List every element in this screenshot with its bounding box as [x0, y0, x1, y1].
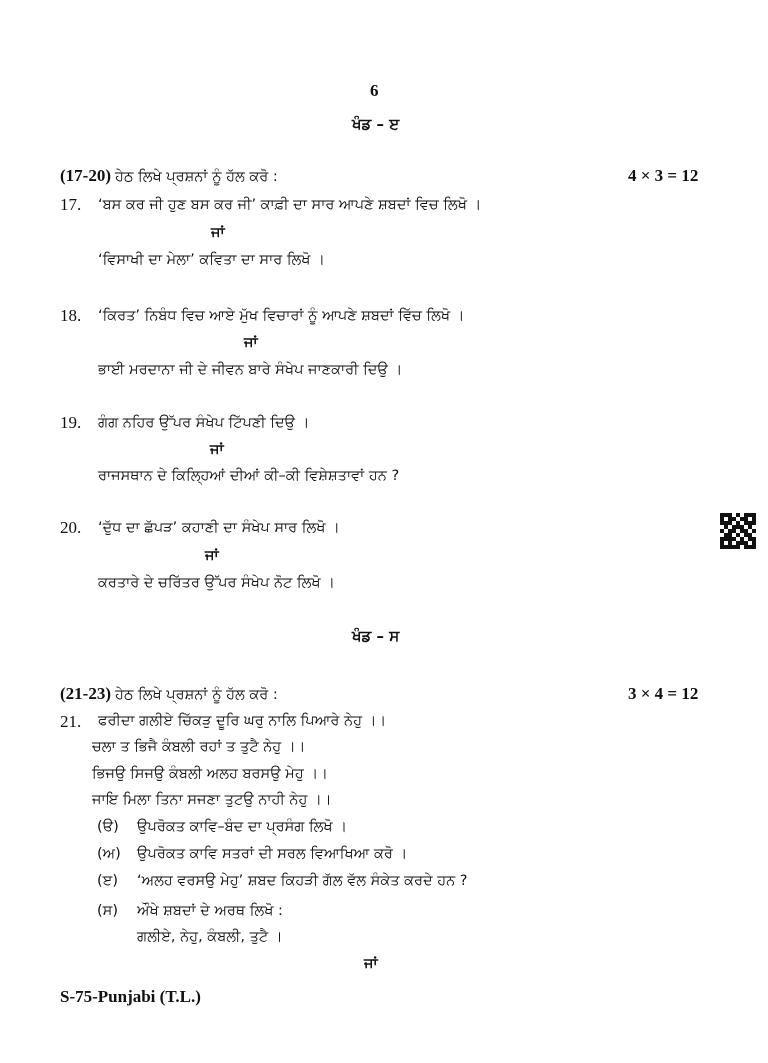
q21-part-label: (ੳ) [97, 819, 119, 835]
block1-marks: 4 × 3 = 12 [628, 166, 699, 185]
q21-part-text: ਔਖੇ ਸ਼ਬਦਾਂ ਦੇ ਅਰਥ ਲਿਖੋ : [137, 903, 283, 919]
q17-or: ਜਾਂ [211, 225, 225, 241]
q21-part-text: ਉਪਰੋਕਤ ਕਾਵਿ–ਬੰਦ ਦਾ ਪ੍ਰਸੰਗ ਲਿਖੋ । [137, 819, 347, 835]
q18-alt: ਭਾਈ ਮਰਦਾਨਾ ਜੀ ਦੇ ਜੀਵਨ ਬਾਰੇ ਸੰਖੇਪ ਜਾਣਕਾਰੀ ਦਿਉ । [98, 362, 403, 378]
q21-verse-line: ਫਰੀਦਾ ਗਲੀਏ ਚਿੱਕੜੁ ਦੂਰਿ ਘਰੁ ਨਾਲਿ ਪਿਆਰੇ ਨੇਹੁ ।। [98, 713, 387, 729]
block2-heading [60, 684, 278, 704]
q21-part-text: ਉਪਰੋਕਤ ਕਾਵਿ ਸਤਰਾਂ ਦੀ ਸਰਲ ਵਿਆਖਿਆ ਕਰੋ । [137, 846, 408, 862]
block2-range: (21-23) [60, 684, 111, 703]
q21-part-text: ‘ਅਲਹ ਵਰਸਉ ਮੇਹੁ’ ਸ਼ਬਦ ਕਿਹੜੀ ਗੱਲ ਵੱਲ ਸੰਕੇਤ ਕਰਦੇ ਹਨ ? [137, 873, 468, 889]
q19-text: ਗੰਗ ਨਹਿਰ ਉੱਪਰ ਸੰਖੇਪ ਟਿੱਪਣੀ ਦਿਉ । [98, 415, 310, 431]
q20-number: 20. [60, 518, 82, 537]
q21-part-label: (ੲ) [97, 873, 118, 889]
q17-alt: ‘ਵਿਸਾਖੀ ਦਾ ਮੇਲਾ’ ਕਵਿਤਾ ਦਾ ਸਾਰ ਲਿਖੋ । [98, 252, 325, 268]
q17-text: ‘ਬਸ ਕਰ ਜੀ ਹੁਣ ਬਸ ਕਰ ਜੀ’ ਕਾਫ਼ੀ ਦਾ ਸਾਰ ਆਪਣੇ ਸ਼ਬਦਾਂ ਵਿਚ ਲਿਖੋ । [98, 197, 482, 213]
q19-alt: ਰਾਜਸਥਾਨ ਦੇ ਕਿਲ੍ਹਿਆਂ ਦੀਆਂ ਕੀ–ਕੀ ਵਿਸ਼ੇਸ਼ਤਾਵਾਂ ਹਨ ? [98, 468, 400, 484]
block1-instruction: ਹੇਠ ਲਿਖੇ ਪ੍ਰਸ਼ਨਾਂ ਨੂੰ ਹੱਲ ਕਰੋ : [114, 169, 278, 185]
q21-part-label: (ਸ) [97, 903, 118, 919]
q18-or: ਜਾਂ [244, 335, 258, 351]
q21-hard-words: ਗਲੀਏ, ਨੇਹੁ, ਕੰਬਲੀ, ਤੁਟੈ । [137, 929, 283, 945]
q20-alt: ਕਰਤਾਰੇ ਦੇ ਚਰਿੱਤਰ ਉੱਪਰ ਸੰਖੇਪ ਨੋਟ ਲਿਖੋ । [98, 575, 335, 591]
q19-or: ਜਾਂ [210, 442, 224, 458]
q21-or: ਜਾਂ [364, 956, 378, 972]
block2-marks: 3 × 4 = 12 [628, 684, 699, 703]
q21-verse-line: ਜਾਇ ਮਿਲਾ ਤਿਨਾ ਸਜਣਾ ਤੁਟਉ ਨਾਹੀ ਨੇਹੁ ।। [92, 792, 332, 808]
q19-number: 19. [60, 413, 82, 432]
q18-number: 18. [60, 306, 82, 325]
qr-code-icon [720, 513, 756, 549]
block1-range: (17-20) [60, 166, 111, 185]
page-number: 6 [370, 81, 379, 100]
q21-verse-line: ਚਲਾ ਤ ਭਿਜੈ ਕੰਬਲੀ ਰਹਾਂ ਤ ਤੁਟੈ ਨੇਹੁ ।। [92, 739, 306, 755]
q21-verse-line: ਭਿਜਉ ਸਿਜਉ ਕੰਬਲੀ ਅਲਹ ਬਰਸਉ ਮੇਹੁ ।। [92, 766, 328, 782]
block1-heading [60, 166, 278, 186]
q18-text: ‘ਕਿਰਤ’ ਨਿਬੰਧ ਵਿਚ ਆਏ ਮੁੱਖ ਵਿਚਾਰਾਂ ਨੂੰ ਆਪਣੇ ਸ਼ਬਦਾਂ ਵਿੱਚ ਲਿਖੋ । [98, 308, 465, 324]
q21-part-label: (ਅ) [97, 846, 121, 862]
q21-number: 21. [60, 712, 82, 731]
q20-or: ਜਾਂ [205, 548, 219, 564]
q20-text: ‘ਦੁੱਧ ਦਾ ਛੱਪੜ’ ਕਹਾਣੀ ਦਾ ਸੰਖੇਪ ਸਾਰ ਲਿਖੋ । [98, 520, 340, 536]
section-e-title: ਖੰਡ – ੲ [352, 115, 400, 133]
block2-instruction: ਹੇਠ ਲਿਖੇ ਪ੍ਰਸ਼ਨਾਂ ਨੂੰ ਹੱਲ ਕਰੋ : [114, 687, 278, 703]
footer-code: S-75-Punjabi (T.L.) [60, 987, 201, 1006]
section-s-title: ਖੰਡ – ਸ [352, 627, 400, 645]
q17-number: 17. [60, 195, 82, 214]
